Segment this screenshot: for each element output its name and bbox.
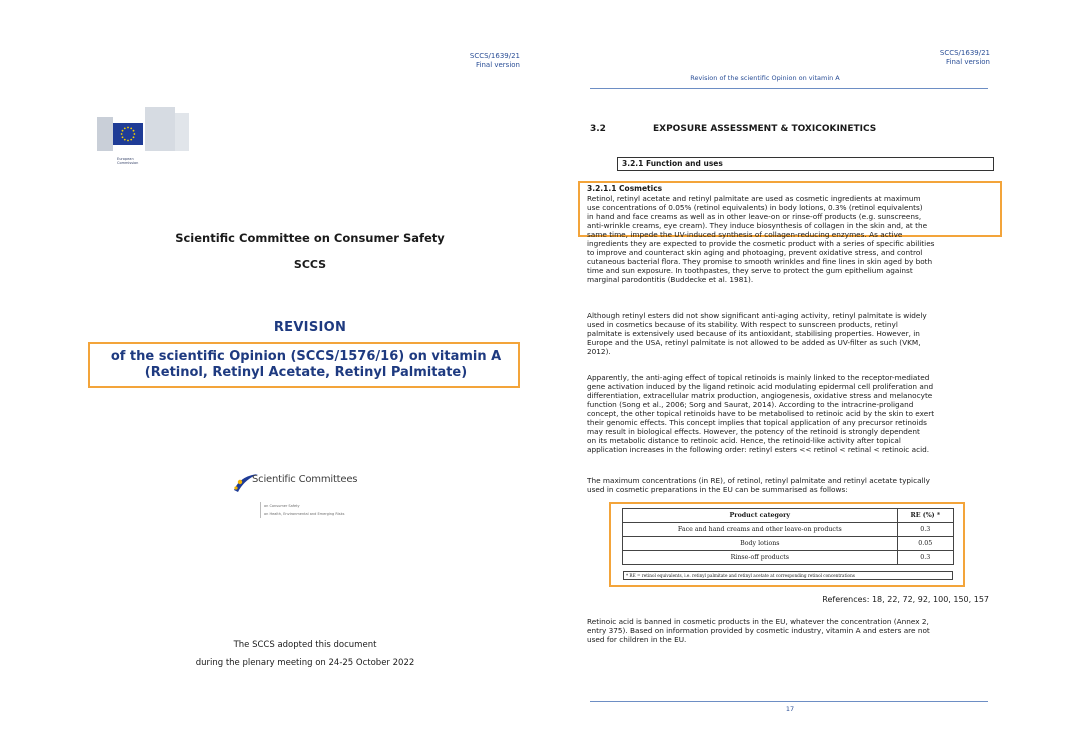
- paragraph-line: use concentrations of 0.05% (retinol equivalents) in body lotions, 0.3% (retinol equivalents): [587, 203, 923, 212]
- paragraph-max-concentrations: [587, 476, 990, 494]
- committee-title: Scientific Committee on Consumer Safety: [175, 231, 445, 245]
- paragraph-line: function (Song et al., 2006; Sorg and Saurat, 2014). According to the intracrine-proligand: [587, 400, 914, 409]
- running-title: Revision of the scientific Opinion on vitamin A: [690, 74, 840, 82]
- paragraph-retinoic-acid-ban: [587, 617, 990, 644]
- cosmetics-heading: 3.2.1.1 Cosmetics: [587, 184, 663, 193]
- section-number: 3.2: [590, 124, 606, 134]
- paragraph-line: Retinoic acid is banned in cosmetic products in the EU, whatever the concentration (Annex 2,: [587, 617, 929, 626]
- product-category-cell: Face and hand creams and other leave-on products: [623, 523, 898, 537]
- paragraph-line: 2012).: [587, 347, 611, 356]
- re-concentration-table: [622, 508, 954, 565]
- sc-subtitle-1: on Consumer Safety: [264, 504, 300, 508]
- header-rule: [590, 88, 988, 89]
- eu-logo-text-line: Commission: [117, 161, 139, 165]
- opinion-title-line-2: (Retinol, Retinyl Acetate, Retinyl Palmitate): [144, 365, 468, 380]
- paragraph-line: entry 375). Based on information provided by cosmetic industry, vitamin A and esters are not: [587, 626, 930, 635]
- committee-abbreviation: SCCS: [293, 258, 327, 271]
- sc-subtitle-2: on Health, Environmental and Emerging Risks: [264, 512, 345, 516]
- subsection-heading-box: [617, 157, 994, 171]
- eu-flag-icon: [113, 123, 143, 145]
- scientific-committees-name: Scientific Committees: [252, 474, 358, 485]
- table-header-cell: RE (%) *: [897, 509, 953, 523]
- re-value-cell: 0.05: [897, 537, 953, 551]
- logo-building-shape: [145, 107, 175, 151]
- document-reference: [420, 52, 520, 70]
- paragraph-anti-aging: [587, 373, 990, 454]
- opinion-title-line-1: of the scientific Opinion (SCCS/1576/16) on vitamin A: [110, 349, 502, 364]
- paragraph-line: used for children in the EU.: [587, 635, 687, 644]
- paragraph-line: The maximum concentrations (in RE), of retinol, retinyl palmitate and retinyl acetate typically: [587, 476, 930, 485]
- paragraph-line: Europe and the USA, retinyl palmitate is not allowed to be added as UV-filter as such (VKM,: [587, 338, 921, 347]
- logo-divider: [260, 502, 261, 518]
- doc-ref-number: SCCS/1639/21: [469, 52, 520, 60]
- doc-status: Final version: [946, 58, 990, 66]
- paragraph-line: anti-wrinkle creams, eye cream). They induce biosynthesis of collagen in the skin and, at the: [587, 221, 928, 230]
- re-value-cell: 0.3: [897, 551, 953, 565]
- paragraph-line: ingredients they are expected to provide the cosmetic product with a series of specific abilities: [587, 239, 935, 248]
- paragraph-retinyl-esters: [587, 311, 990, 356]
- paragraph-line: in hand and face creams as well as in other leave-on or rinse-off products (e.g. sunscreens,: [587, 212, 922, 221]
- paragraph-line: on its metabolic distance to retinoic acid. Hence, the retinoid-like activity after topical: [587, 436, 901, 445]
- paragraph-line: Apparently, the anti-aging effect of topical retinoids is mainly linked to the receptor-mediated: [587, 373, 930, 382]
- table-row: [623, 537, 954, 551]
- eu-logo-text-line: European: [117, 157, 134, 161]
- paragraph-line: may result in biological effects. However, the potency of the retinoid is strongly dependent: [587, 427, 920, 436]
- paragraph-line: palmitate is extensively used because of its antioxidant, stabilising properties. However, in: [587, 329, 920, 338]
- scientific-committees-logo: [232, 468, 402, 528]
- adoption-statement-line-2: during the plenary meeting on 24-25 October 2022: [195, 658, 415, 668]
- references-line: References: 18, 22, 72, 92, 100, 150, 157: [822, 595, 989, 604]
- paragraph-line: gene activation induced by the ligand retinoic acid modulating epidermal cell proliferation and: [587, 382, 934, 391]
- paragraph-line: used in cosmetic preparations in the EU can be summarised as follows:: [587, 485, 848, 494]
- paragraph-line: time and sun exposure. In toothpastes, they serve to protect the gum epithelium against: [587, 266, 913, 275]
- table-row: [623, 551, 954, 565]
- eu-logo-text: [117, 157, 138, 165]
- paragraph-line: cutaneous bacterial flora. They promise to smooth wrinkles and fine lines in skin aged by both: [587, 257, 933, 266]
- opinion-title-highlight-box: [88, 342, 520, 388]
- table-header-row: [623, 509, 954, 523]
- paragraph-line: application increases in the following order: retinyl esters << retinol < retinal < retinoic acid.: [587, 445, 930, 454]
- logo-building-shape: [97, 117, 113, 151]
- product-category-cell: Body lotions: [623, 537, 898, 551]
- section-title: EXPOSURE ASSESSMENT & TOXICOKINETICS: [653, 124, 877, 134]
- table-footnote: * RE = retinol equivalents, i.e. retinyl palmitate and retinyl acetate at corresponding retinol concentrations: [623, 571, 953, 580]
- adoption-statement-line-1: The SCCS adopted this document: [233, 640, 377, 650]
- logo-building-shape: [175, 113, 189, 151]
- table-row: [623, 523, 954, 537]
- paragraph-line: their genomic effects. This concept implies that topical application of any precursor retinoids: [587, 418, 927, 427]
- subsection-title: 3.2.1 Function and uses: [622, 159, 723, 168]
- product-category-cell: Rinse-off products: [623, 551, 898, 565]
- document-reference: [890, 49, 990, 67]
- paragraph-cosmetics-uses: [587, 194, 990, 284]
- re-value-cell: 0.3: [897, 523, 953, 537]
- paragraph-line: to improve and counteract skin aging and photoaging, prevent oxidative stress, and control: [587, 248, 923, 257]
- doc-ref-number: SCCS/1639/21: [939, 49, 990, 57]
- paragraph-line: concept, the other topical retinoids have to be metabolised to retinoic acid by the skin to exert: [587, 409, 935, 418]
- revision-title: REVISION: [273, 320, 347, 335]
- european-commission-logo: [95, 105, 195, 175]
- paragraph-line: used in cosmetics because of its stability. With respect to sunscreen products, retinyl: [587, 320, 898, 329]
- paragraph-line: Retinol, retinyl acetate and retinyl palmitate are used as cosmetic ingredients at maximum: [587, 194, 921, 203]
- paragraph-line: Although retinyl esters did not show significant anti-aging activity, retinyl palmitate is widely: [587, 311, 927, 320]
- paragraph-line: differentiation, extracellular matrix production, angiogenesis, oxidative stress and melanocyte: [587, 391, 933, 400]
- doc-status: Final version: [476, 61, 520, 69]
- page-number: 17: [785, 705, 795, 713]
- table-header-cell: Product category: [623, 509, 898, 523]
- footer-rule: [590, 701, 988, 702]
- paragraph-line: marginal parodontitis (Buddecke et al. 1981).: [587, 275, 754, 284]
- paragraph-line: same time, impede the UV-induced synthesis of collagen-reducing enzymes. As active: [587, 230, 903, 239]
